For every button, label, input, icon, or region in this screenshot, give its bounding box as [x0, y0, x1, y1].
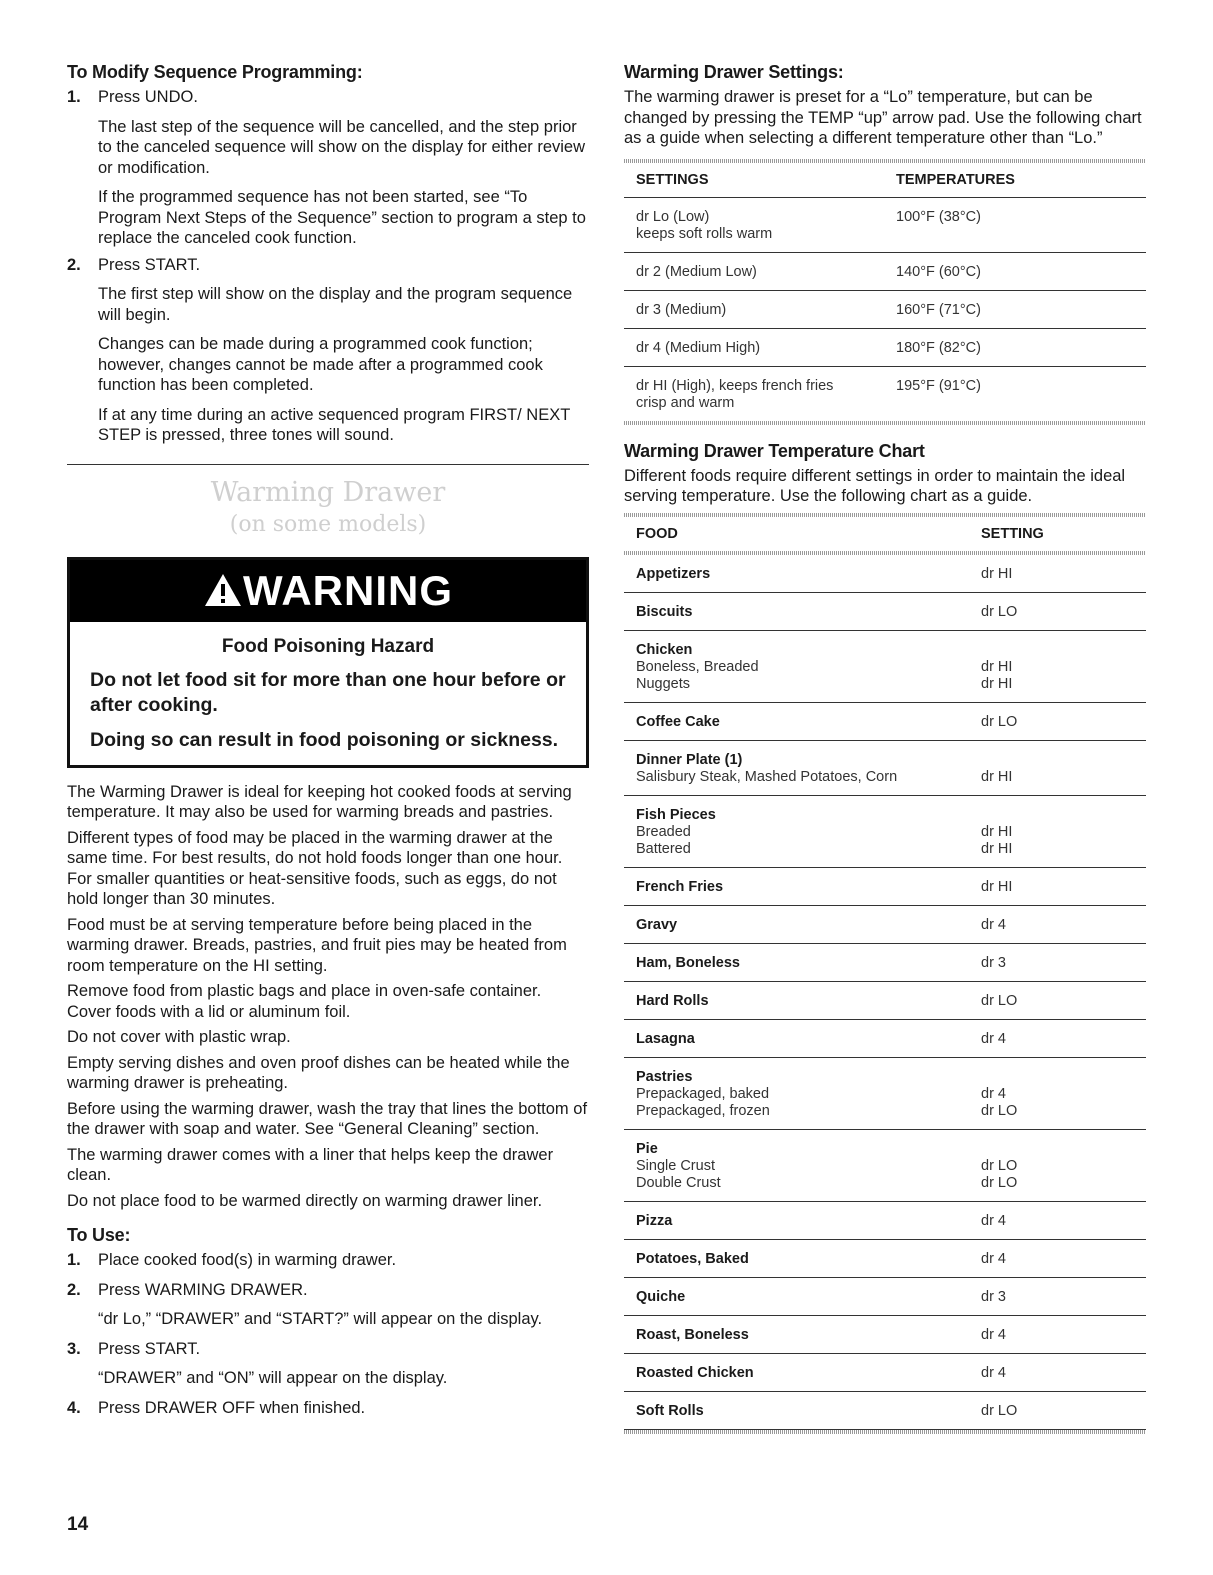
step-number: 2. — [67, 255, 81, 274]
food-setting: dr HI — [981, 675, 1013, 692]
food-variant: Battered — [636, 840, 691, 857]
food-cell — [636, 917, 981, 934]
setting-cell — [981, 1403, 1017, 1420]
step-number: 3. — [67, 1339, 81, 1358]
food-variant: Salisbury Steak, Mashed Potatoes, Corn — [636, 768, 898, 785]
settings-title: Warming Drawer Settings: — [624, 62, 844, 82]
step-number: 2. — [67, 1280, 81, 1299]
table-row — [624, 1316, 1146, 1354]
table-row — [624, 198, 1146, 253]
food-name: Ham, Boneless — [636, 954, 740, 971]
setting-cell — [636, 264, 896, 281]
dotted-rule — [624, 1430, 1146, 1434]
paragraph: Do not place food to be warmed directly on warming drawer liner. — [67, 1191, 543, 1210]
food-setting: dr 3 — [981, 954, 1006, 971]
food-name: French Fries — [636, 878, 724, 895]
food-name: Biscuits — [636, 603, 693, 620]
food-cell — [636, 955, 981, 972]
setting-cell — [981, 642, 1012, 693]
list-item — [67, 255, 589, 446]
right-column — [624, 62, 1146, 1434]
setting-cell — [981, 1213, 1006, 1230]
step-number: 4. — [67, 1398, 81, 1417]
modify-title: To Modify Sequence Programming: — [67, 62, 363, 82]
setting-cell — [636, 378, 896, 412]
food-setting: dr HI — [981, 878, 1013, 895]
setting-name: dr 2 (Medium Low) — [636, 263, 757, 280]
table-row — [624, 703, 1146, 741]
food-name: Lasagna — [636, 1030, 695, 1047]
food-name: Quiche — [636, 1288, 686, 1305]
temperatures-col-header: TEMPERATURES — [896, 171, 1015, 188]
setting-cell — [981, 879, 1012, 896]
food-name: Roasted Chicken — [636, 1364, 754, 1381]
warning-header — [70, 560, 586, 622]
food-cell — [636, 1289, 981, 1306]
table-row — [624, 1392, 1146, 1430]
settings-table — [624, 198, 1146, 421]
step-number: 1. — [67, 1251, 81, 1269]
paragraph: Food must be at serving temperature before being placed in the warming drawer. Breads, pastries, and fruit pies may be heated from room temperature on the HI setting. — [67, 915, 567, 975]
food-name: Appetizers — [636, 565, 711, 582]
step-detail: The first step will show on the display and the program sequence will begin. — [98, 285, 573, 324]
food-setting: dr LO — [981, 1174, 1018, 1191]
table-row — [624, 1130, 1146, 1202]
warning-label: WARNING — [243, 566, 453, 614]
setting-cell — [981, 1327, 1006, 1344]
food-setting: dr LO — [981, 1102, 1018, 1119]
step-detail: Changes can be made during a programmed cook function; however, changes cannot be made after a programmed cook function has been completed. — [98, 335, 543, 394]
food-name: Chicken — [636, 641, 693, 658]
list-item — [67, 1398, 589, 1419]
spacer — [981, 807, 1012, 824]
step-instruction: Press DRAWER OFF when finished. — [98, 1398, 366, 1417]
table-row — [624, 1354, 1146, 1392]
setting-cell — [981, 1031, 1006, 1048]
warming-drawer-description — [67, 782, 589, 1212]
step-detail: “dr Lo,” “DRAWER” and “START?” will appear on the display. — [98, 1310, 543, 1328]
modify-steps-list — [67, 87, 589, 446]
food-name: Potatoes, Baked — [636, 1250, 749, 1267]
food-setting: dr LO — [981, 603, 1018, 620]
food-name: Hard Rolls — [636, 992, 709, 1009]
list-item — [67, 1280, 589, 1330]
setting-name: dr HI (High), keeps french fries — [636, 377, 834, 394]
food-setting: dr 3 — [981, 1288, 1006, 1305]
food-variant: Nuggets — [636, 675, 691, 692]
food-variant: Prepackaged, baked — [636, 1085, 770, 1102]
setting-cell — [981, 714, 1017, 731]
food-cell — [636, 604, 981, 621]
setting-cell — [981, 807, 1012, 858]
temperature-cell: 100°F (38°C) — [896, 208, 981, 225]
setting-name: dr 3 (Medium) — [636, 301, 727, 318]
setting-note: keeps soft rolls warm — [636, 225, 773, 242]
food-setting: dr LO — [981, 713, 1018, 730]
table-row — [624, 741, 1146, 796]
food-cell — [636, 807, 981, 858]
food-variant: Boneless, Breaded — [636, 658, 759, 675]
paragraph: The warming drawer comes with a liner that helps keep the drawer clean. — [67, 1145, 554, 1184]
table-row — [624, 1020, 1146, 1058]
dotted-rule — [624, 421, 1146, 425]
chart-intro: Different foods require different settings in order to maintain the ideal serving temperature. Use the following chart as a guide. — [624, 466, 1126, 505]
warning-triangle-icon — [203, 572, 243, 608]
food-cell — [636, 566, 981, 583]
food-cell — [636, 1141, 981, 1192]
section-subtitle: (on some models) — [229, 511, 427, 537]
table-row — [624, 868, 1146, 906]
food-name: Dinner Plate (1) — [636, 751, 743, 768]
spacer — [981, 752, 1012, 769]
table-row — [624, 593, 1146, 631]
left-column — [67, 62, 589, 1418]
setting-cell — [981, 566, 1012, 583]
paragraph: Empty serving dishes and oven proof dishes can be heated while the warming drawer is preheating. — [67, 1053, 570, 1092]
table-row — [624, 291, 1146, 329]
table-row — [624, 631, 1146, 703]
step-detail: The last step of the sequence will be cancelled, and the step prior to the canceled sequence will show on the display for either review or modification. — [98, 117, 586, 177]
list-item — [67, 1250, 589, 1271]
step-instruction: Press START. — [98, 1339, 201, 1358]
use-steps-list — [67, 1250, 589, 1418]
food-setting: dr LO — [981, 1157, 1018, 1174]
spacer — [981, 1141, 1017, 1158]
food-variant: Double Crust — [636, 1174, 721, 1191]
food-variant: Prepackaged, frozen — [636, 1102, 770, 1119]
paragraph: Do not cover with plastic wrap. — [67, 1028, 291, 1046]
settings-intro: The warming drawer is preset for a “Lo” temperature, but can be changed by pressing the TEMP “up” arrow pad. Use the following chart as a guide when selecting a different temperature other than “Lo.” — [624, 88, 1142, 147]
food-setting: dr 4 — [981, 1250, 1006, 1267]
step-instruction: Press START. — [98, 255, 201, 274]
setting-cell — [981, 993, 1017, 1010]
food-setting: dr 4 — [981, 1085, 1006, 1102]
temperature-cell: 195°F (91°C) — [896, 377, 981, 394]
section-heading — [67, 477, 589, 539]
food-name: Coffee Cake — [636, 713, 720, 730]
temperature-cell: 140°F (60°C) — [896, 263, 981, 280]
divider — [67, 464, 589, 465]
temperature-cell: 180°F (82°C) — [896, 339, 981, 356]
food-name: Pizza — [636, 1212, 673, 1229]
food-setting: dr 4 — [981, 916, 1006, 933]
warning-line: Do not let food sit for more than one hour before or after cooking. — [90, 668, 566, 716]
table-row — [624, 1058, 1146, 1130]
food-cell — [636, 1403, 981, 1420]
food-name: Pie — [636, 1140, 658, 1157]
page-number: 14 — [67, 1514, 89, 1535]
food-setting: dr HI — [981, 658, 1013, 675]
to-use-title: To Use: — [67, 1225, 131, 1245]
food-name: Soft Rolls — [636, 1402, 704, 1419]
table-row — [624, 367, 1146, 421]
setting-cell — [981, 604, 1017, 621]
temperature-cell: 160°F (71°C) — [896, 301, 981, 318]
table-row — [624, 944, 1146, 982]
setting-cell — [636, 209, 896, 243]
step-instruction: Press UNDO. — [98, 88, 198, 106]
food-cell — [636, 1251, 981, 1268]
food-setting: dr LO — [981, 992, 1018, 1009]
step-instruction: Place cooked food(s) in warming drawer. — [98, 1251, 397, 1269]
food-cell — [636, 752, 981, 786]
food-setting: dr LO — [981, 1402, 1018, 1419]
setting-cell — [981, 752, 1012, 786]
list-item — [67, 87, 589, 249]
setting-name: dr Lo (Low) — [636, 208, 710, 225]
setting-note: crisp and warm — [636, 394, 735, 411]
food-setting: dr 4 — [981, 1030, 1006, 1047]
food-cell — [636, 879, 981, 896]
chart-title: Warming Drawer Temperature Chart — [624, 440, 925, 461]
food-cell — [636, 1327, 981, 1344]
paragraph: Before using the warming drawer, wash the tray that lines the bottom of the drawer with soap and water. See “General Cleaning” section. — [67, 1099, 588, 1138]
step-detail: If the programmed sequence has not been started, see “To Program Next Steps of the Sequence” section to program a step to replace the canceled cook function. — [98, 188, 586, 247]
paragraph: The Warming Drawer is ideal for keeping hot cooked foods at serving temperature. It may also be used for warming breads and pastries. — [67, 782, 572, 821]
list-item — [67, 1339, 589, 1389]
table-row — [624, 329, 1146, 367]
settings-table-header — [624, 163, 1146, 197]
food-table — [624, 555, 1146, 1434]
setting-cell — [981, 1365, 1006, 1382]
setting-cell — [981, 1251, 1006, 1268]
food-cell — [636, 714, 981, 731]
table-row — [624, 1278, 1146, 1316]
table-row — [624, 253, 1146, 291]
hazard-title: Food Poisoning Hazard — [221, 635, 435, 657]
paragraph: Different types of food may be placed in the warming drawer at the same time. For best results, do not hold foods longer than one hour. For smaller quantities or heat-sensitive foods, such as eggs, do not hold longer than 30 minutes. — [67, 828, 563, 908]
food-setting: dr 4 — [981, 1212, 1006, 1229]
table-row — [624, 906, 1146, 944]
food-cell — [636, 642, 981, 693]
food-name: Fish Pieces — [636, 806, 716, 823]
food-cell — [636, 1031, 981, 1048]
setting-cell — [981, 955, 1006, 972]
warning-box — [67, 557, 589, 768]
table-row — [624, 555, 1146, 593]
food-cell — [636, 1213, 981, 1230]
food-name: Roast, Boneless — [636, 1326, 749, 1343]
setting-cell — [981, 1141, 1017, 1192]
paragraph: Remove food from plastic bags and place in oven-safe container. Cover foods with a lid or aluminum foil. — [67, 982, 542, 1021]
food-name: Gravy — [636, 916, 678, 933]
step-number: 1. — [67, 88, 81, 106]
spacer — [981, 1069, 1017, 1086]
food-setting: dr 4 — [981, 1364, 1006, 1381]
table-row — [624, 1240, 1146, 1278]
food-cell — [636, 1365, 981, 1382]
setting-name: dr 4 (Medium High) — [636, 339, 761, 356]
food-setting: dr HI — [981, 768, 1013, 785]
spacer — [981, 642, 1012, 659]
food-setting: dr HI — [981, 565, 1013, 582]
step-detail: If at any time during an active sequenced program FIRST/ NEXT STEP is pressed, three tones will sound. — [98, 405, 570, 444]
food-table-header — [624, 517, 1146, 551]
food-col-header: FOOD — [636, 525, 678, 542]
food-name: Pastries — [636, 1068, 693, 1085]
setting-col-header: SETTING — [981, 525, 1044, 542]
table-row — [624, 796, 1146, 868]
table-row — [624, 1202, 1146, 1240]
step-instruction: Press WARMING DRAWER. — [98, 1280, 308, 1299]
section-title: Warming Drawer — [210, 476, 446, 508]
food-variant: Breaded — [636, 823, 691, 840]
warning-line: Doing so can result in food poisoning or sickness. — [90, 728, 559, 751]
setting-cell — [636, 340, 896, 357]
food-setting: dr HI — [981, 840, 1013, 857]
step-detail: “DRAWER” and “ON” will appear on the display. — [98, 1369, 448, 1387]
setting-cell — [981, 1289, 1006, 1306]
food-cell — [636, 993, 981, 1010]
warning-body — [70, 622, 586, 765]
food-variant: Single Crust — [636, 1157, 715, 1174]
settings-col-header: SETTINGS — [636, 171, 709, 188]
setting-cell — [981, 1069, 1017, 1120]
setting-cell — [636, 302, 896, 319]
food-setting: dr 4 — [981, 1326, 1006, 1343]
food-setting: dr HI — [981, 823, 1013, 840]
food-cell — [636, 1069, 981, 1120]
table-row — [624, 982, 1146, 1020]
setting-cell — [981, 917, 1006, 934]
